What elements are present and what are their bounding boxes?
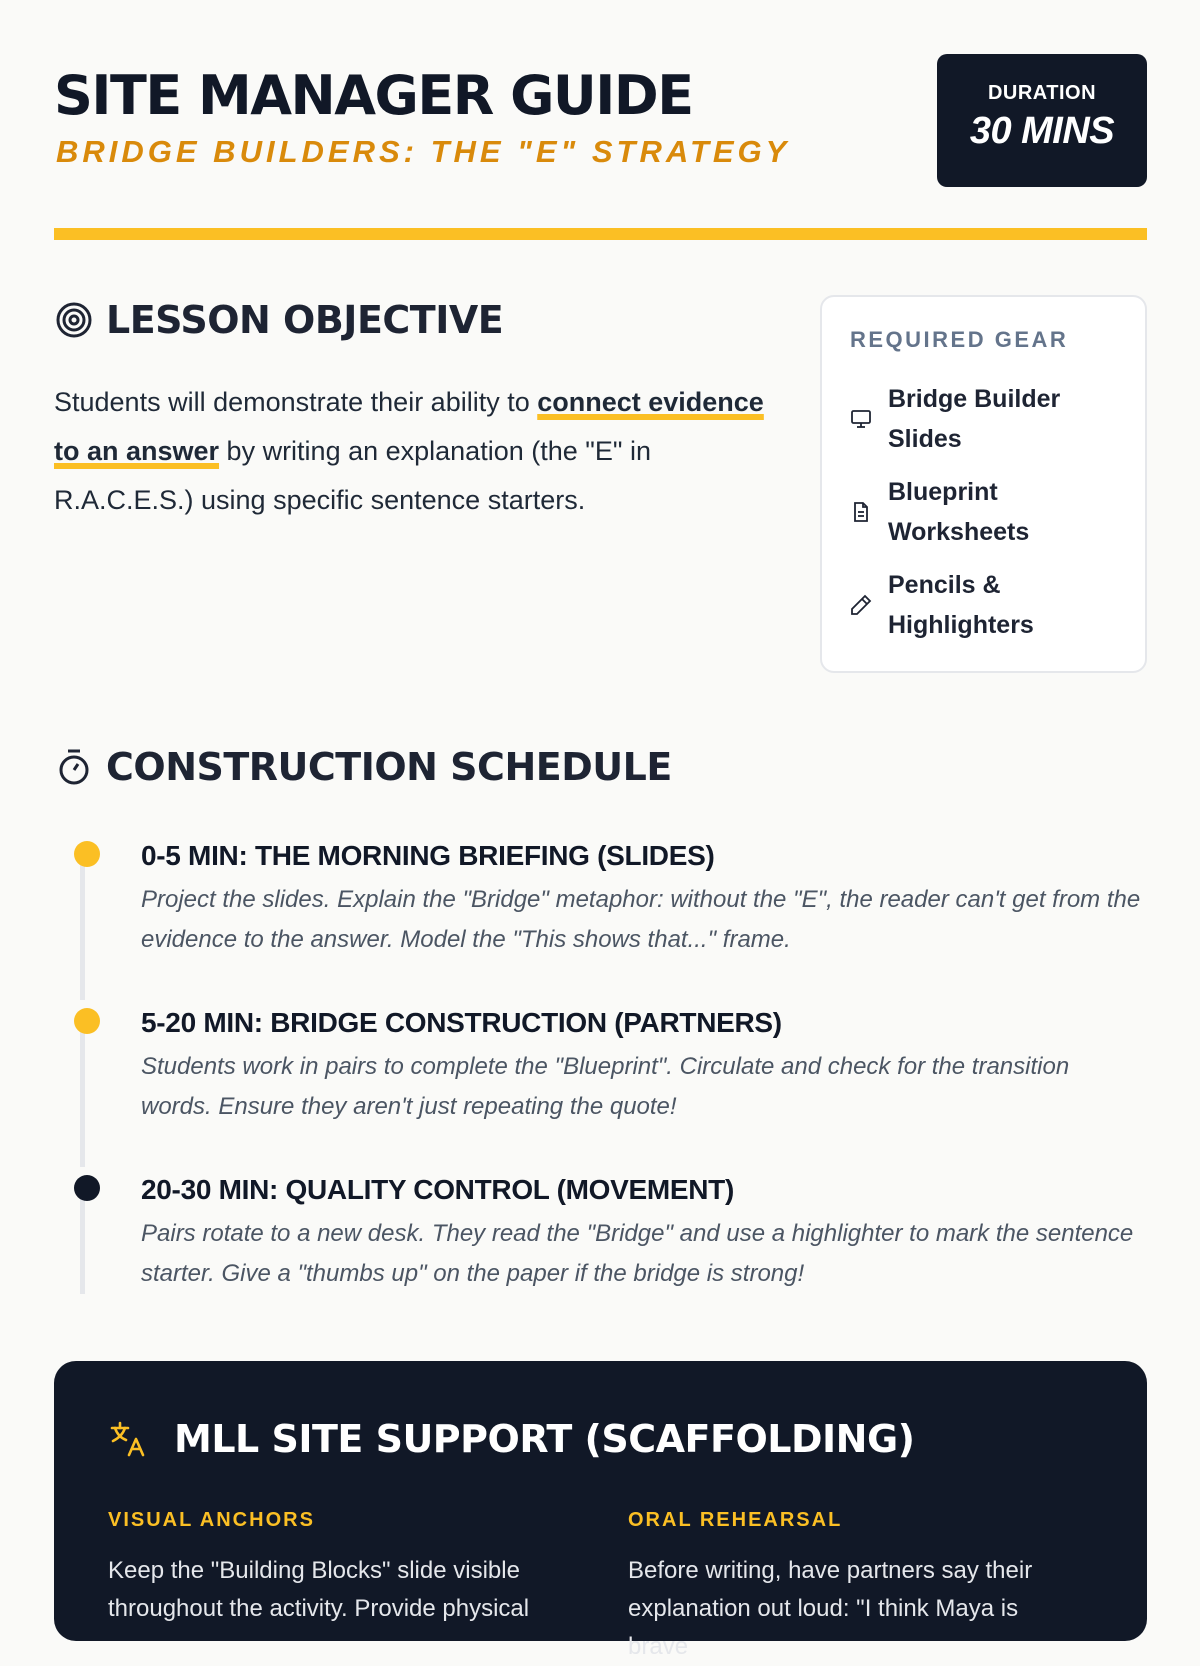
- timeline-dot: [74, 1175, 100, 1201]
- stopwatch-icon: [54, 747, 94, 787]
- monitor-icon: [848, 406, 874, 432]
- pencil-icon: [848, 592, 874, 618]
- mll-column-title: ORAL REHEARSAL: [628, 1509, 843, 1531]
- objective-heading-text: LESSON OBJECTIVE: [106, 298, 504, 342]
- timeline-connector: [80, 1199, 85, 1294]
- objective-text-start: Students will demonstrate their ability to: [54, 387, 538, 417]
- schedule-step-title: 0-5 MIN: THE MORNING BRIEFING (SLIDES): [141, 840, 715, 871]
- mll-heading-text: MLL SITE SUPPORT (SCAFFOLDING): [174, 1417, 915, 1461]
- lesson-guide-page: [54, 0, 1147, 1660]
- objective-highlight: connect evidence to an answer: [54, 387, 764, 466]
- mll-column-visual-anchors: [108, 1509, 548, 1628]
- mll-heading: [108, 1417, 915, 1461]
- timeline-connector: [80, 865, 85, 1000]
- gear-item-slides: [848, 379, 1108, 459]
- mll-support-panel: [54, 1361, 1147, 1660]
- schedule-step-desc: Students work in pairs to complete the "Blueprint". Circulate and check for the transition words. Ensure they aren't just repeating the quote!: [141, 1053, 1070, 1120]
- objective-text-end: by writing an explanation (the "E" in R.A.C.E.S.) using specific sentence starters.: [54, 436, 651, 515]
- gear-item-label: Blueprint Worksheets: [888, 478, 1030, 546]
- gear-item-label: Pencils & Highlighters: [888, 571, 1034, 639]
- schedule-step-title: 5-20 MIN: BRIDGE CONSTRUCTION (PARTNERS): [141, 1007, 782, 1038]
- schedule-heading-text: CONSTRUCTION SCHEDULE: [106, 745, 672, 789]
- required-gear-card: [820, 295, 1147, 673]
- target-icon: [54, 300, 94, 340]
- schedule-step-desc: Pairs rotate to a new desk. They read the "Bridge" and use a highlighter to mark the sentence starter. Give a "thumbs up" on the paper if the bridge is strong!: [141, 1220, 1134, 1287]
- duration-badge: [937, 54, 1147, 187]
- header-divider: [54, 228, 1147, 240]
- mll-column-text: Before writing, have partners say their explanation out loud: "I think Maya is brave: [628, 1557, 1033, 1660]
- translate-icon: [108, 1419, 148, 1459]
- gear-title: REQUIRED GEAR: [850, 327, 1069, 352]
- timeline-dot: [74, 1008, 100, 1034]
- header: [54, 54, 1147, 186]
- mll-column-title: VISUAL ANCHORS: [108, 1509, 315, 1531]
- schedule-step-title: 20-30 MIN: QUALITY CONTROL (MOVEMENT): [141, 1174, 735, 1205]
- mll-column-oral-rehearsal: [628, 1509, 1068, 1666]
- schedule-heading: [54, 745, 672, 789]
- duration-value: 30 MINS: [969, 110, 1115, 152]
- timeline-connector: [80, 1032, 85, 1167]
- duration-label: DURATION: [987, 82, 1097, 104]
- gear-item-worksheets: [848, 472, 1108, 552]
- page-title: SITE MANAGER GUIDE: [54, 64, 693, 127]
- mll-column-text: Keep the "Building Blocks" slide visible throughout the activity. Provide physical: [108, 1557, 530, 1622]
- objective-heading: [54, 298, 503, 342]
- schedule-step-desc: Project the slides. Explain the "Bridge" metaphor: without the "E", the reader can't get from the evidence to the answer. Model the "This shows that..." frame.: [141, 886, 1141, 953]
- timeline-dot: [74, 841, 100, 867]
- objective-text: [54, 378, 774, 525]
- gear-item-label: Bridge Builder Slides: [888, 385, 1061, 453]
- gear-item-pencils: [848, 565, 1108, 645]
- page-subtitle: BRIDGE BUILDERS: THE "E" STRATEGY: [56, 134, 791, 169]
- document-icon: [848, 499, 874, 525]
